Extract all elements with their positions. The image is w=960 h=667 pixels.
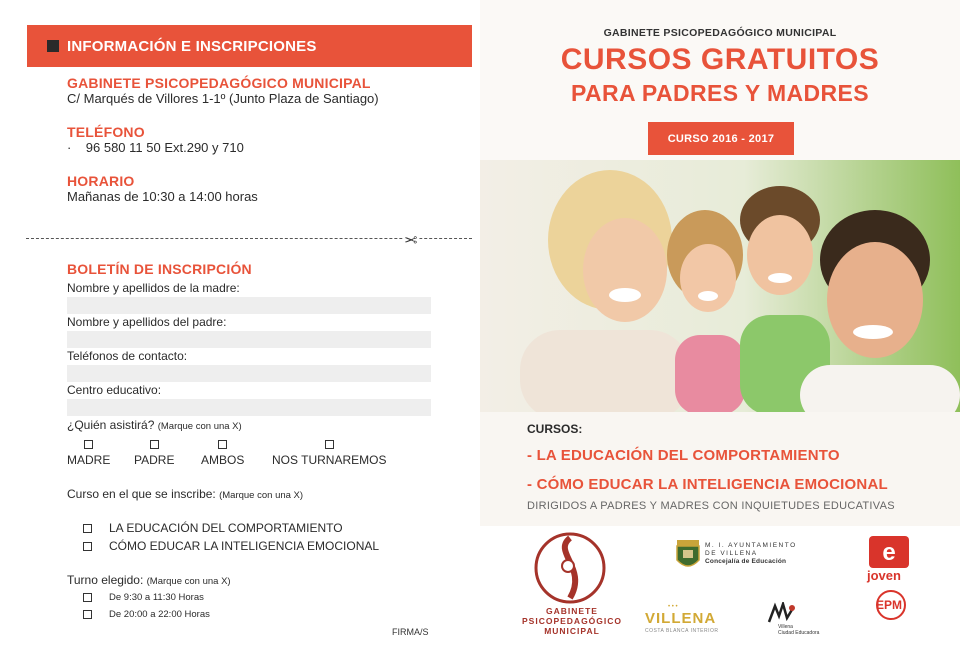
gabinete-heading: GABINETE PSICOPEDAGÓGICO MUNICIPAL <box>67 75 371 91</box>
checkbox-icon[interactable] <box>83 610 92 619</box>
attendee-option-ambos[interactable] <box>201 440 244 467</box>
gabinete-block <box>67 75 379 106</box>
turno-question-text: Turno elegido: <box>67 573 144 587</box>
attendee-label: AMBOS <box>201 453 245 467</box>
sponsor-logos <box>480 526 960 667</box>
attendee-label: NOS TURNAREMOS <box>272 453 387 467</box>
gabinete-logo-line: GABINETE <box>546 606 598 616</box>
courses-box <box>480 412 960 526</box>
ayuntamiento-line: Concejalía de Educación <box>705 558 787 565</box>
cover-panel <box>480 0 960 667</box>
school-field[interactable] <box>67 399 431 416</box>
phone-field[interactable] <box>67 365 431 382</box>
course-question-text: Curso en el que se inscribe: <box>67 487 216 501</box>
attendee-option-padre[interactable] <box>134 440 174 467</box>
villena-dots-icon: • • • <box>668 604 678 610</box>
family-photo <box>480 160 960 412</box>
father-name-field[interactable] <box>67 331 431 348</box>
main-title-line1: CURSOS GRATUITOS <box>560 43 880 76</box>
joven-logo-icon <box>869 536 909 568</box>
horario-block <box>67 173 258 204</box>
epm-logo-text: EPM <box>876 598 903 612</box>
organization-name: GABINETE PSICOPEDAGÓGICO MUNICIPAL <box>603 27 837 39</box>
course-option-comportamiento[interactable] <box>83 521 343 535</box>
square-bullet-icon <box>47 40 59 52</box>
attendee-question-text: ¿Quién asistirá? <box>67 418 155 432</box>
attendee-label: MADRE <box>67 453 111 467</box>
ayuntamiento-text <box>705 542 797 566</box>
telefono-heading: TELÉFONO <box>67 124 145 140</box>
mother-name-label: Nombre y apellidos de la madre: <box>67 281 240 295</box>
attendee-option-madre[interactable] <box>67 440 110 467</box>
marque-note: (Marque con una X) <box>146 576 231 587</box>
ciudad-educadora-text <box>778 624 819 636</box>
horario-text: Mañanas de 10:30 a 14:00 horas <box>67 189 258 204</box>
scissors-icon: ✂ <box>404 230 418 247</box>
turno-option-label: De 20:00 a 22:00 Horas <box>109 609 210 620</box>
course-year-badge: CURSO 2016 - 2017 <box>648 122 794 155</box>
attendee-option-turnaremos[interactable] <box>272 440 386 467</box>
svg-text:e: e <box>882 539 896 566</box>
marque-note: (Marque con una X) <box>157 421 242 432</box>
marque-note: (Marque con una X) <box>219 490 304 501</box>
checkbox-icon[interactable] <box>150 440 159 449</box>
courses-label: CURSOS: <box>527 422 583 436</box>
telefono-block <box>67 124 244 155</box>
main-title-line2: PARA PADRES Y MADRES <box>570 80 870 106</box>
turno-option-morning[interactable] <box>83 592 204 603</box>
joven-logo-text: joven <box>867 568 901 583</box>
course-question <box>67 487 303 501</box>
villena-crest-icon <box>675 538 701 572</box>
course-option-emocional[interactable] <box>83 539 379 553</box>
turno-option-evening[interactable] <box>83 609 210 620</box>
course-option-label: LA EDUCACIÓN DEL COMPORTAMIENTO <box>109 521 343 535</box>
gabinete-logo <box>532 532 608 604</box>
gabinete-logo-line: PSICOPEDAGÓGICO <box>522 616 623 626</box>
ciudad-line: Ciudad Educadora <box>778 630 820 636</box>
ciudad-line: Villena <box>778 624 793 630</box>
checkbox-icon[interactable] <box>83 593 92 602</box>
course-item-2: - CÓMO EDUCAR LA INTELIGENCIA EMOCIONAL <box>527 476 888 493</box>
turno-question <box>67 573 231 587</box>
villena-logo-text: VILLENA <box>645 610 717 627</box>
checkbox-icon[interactable] <box>83 542 92 551</box>
signature-label: FIRMA/S <box>392 627 429 637</box>
checkbox-icon[interactable] <box>83 524 92 533</box>
attendee-question <box>67 418 242 432</box>
mother-name-field[interactable] <box>67 297 431 314</box>
gabinete-logo-line: MUNICIPAL <box>544 626 600 636</box>
telefono-text: · 96 580 11 50 Ext.290 y 710 <box>67 140 244 155</box>
family-photo-illustration <box>480 160 960 412</box>
course-option-label: CÓMO EDUCAR LA INTELIGENCIA EMOCIONAL <box>109 539 380 553</box>
horario-heading: HORARIO <box>67 173 135 189</box>
course-item-1: - LA EDUCACIÓN DEL COMPORTAMIENTO <box>527 447 840 464</box>
turno-option-label: De 9:30 a 11:30 Horas <box>109 592 204 603</box>
info-title: INFORMACIÓN E INSCRIPCIONES <box>67 37 317 55</box>
school-label: Centro educativo: <box>67 383 162 397</box>
gabinete-logo-text <box>522 606 622 636</box>
target-audience-text: DIRIGIDOS A PADRES Y MADRES CON INQUIETUDES EDUCATIVAS <box>527 500 895 512</box>
phone-label: Teléfonos de contacto: <box>67 349 188 363</box>
attendee-label: PADRE <box>134 453 175 467</box>
ayuntamiento-line: DE VILLENA <box>705 550 758 557</box>
ayuntamiento-line: M. I. AYUNTAMIENTO <box>705 542 797 549</box>
ciudad-educadora-icon <box>767 602 797 624</box>
father-name-label: Nombre y apellidos del padre: <box>67 315 227 329</box>
address-text: C/ Marqués de Villores 1-1º (Junto Plaza de Santiago) <box>67 91 379 106</box>
villena-logo-sub: COSTA BLANCA INTERIOR <box>645 628 719 634</box>
checkbox-icon[interactable] <box>325 440 334 449</box>
info-header-bar <box>27 25 472 67</box>
checkbox-icon[interactable] <box>218 440 227 449</box>
boletin-heading: BOLETÍN DE INSCRIPCIÓN <box>67 261 252 277</box>
checkbox-icon[interactable] <box>84 440 93 449</box>
